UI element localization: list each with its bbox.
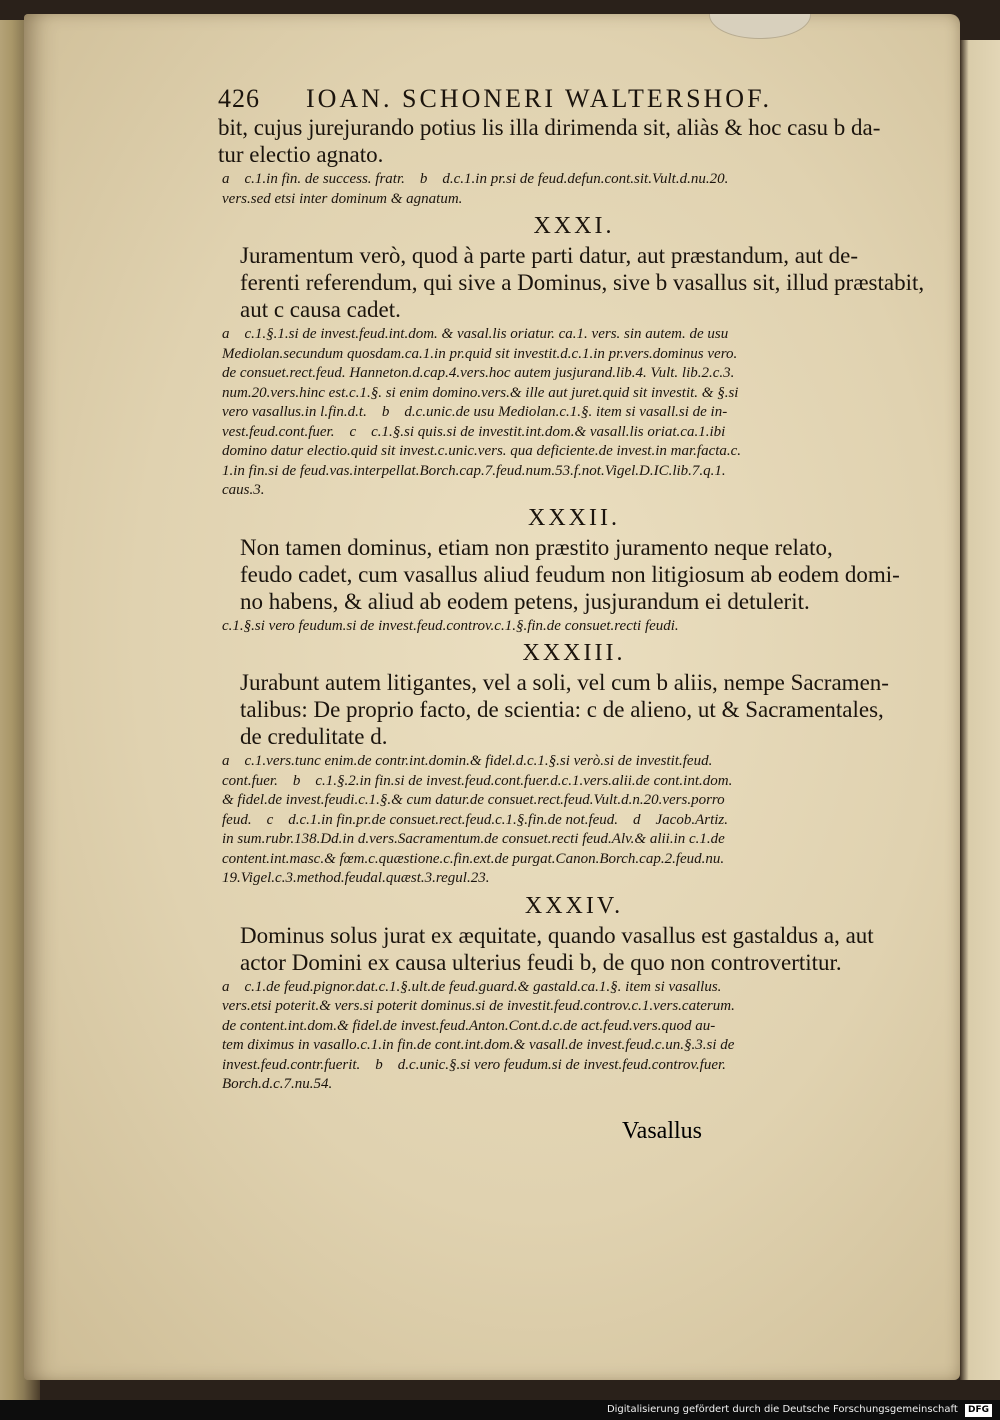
footnote-block — [218, 978, 930, 1095]
footnote-line: a c.1.in fin. de success. fratr. b d.c.1.in pr.si de feud.defun.cont.sit.Vult.d.nu.20. — [222, 171, 729, 187]
footnote-line: content.int.masc.& fœm.c.quæstione.c.fin.ext.de purgat.Canon.Borch.cap.2.feud.nu. — [222, 850, 725, 867]
footnote-line: & fidel.de invest.feudi.c.1.§.& cum datur.de consuet.rect.feud.Vult.d.n.20.vers.porro — [222, 792, 725, 808]
section-heading: XXXII. — [528, 504, 620, 531]
text-line: talibus: De proprio facto, de scientia: c de alieno, ut & Sacramentales, — [240, 697, 884, 722]
footnote-line: Mediolan.secundum quosdam.ca.1.in pr.quid sit investit.d.c.1.in pr.vers.dominus vero. — [222, 345, 738, 362]
footnote-line: a c.1.de feud.pignor.dat.c.1.§.ult.de feud.guard.& gastald.ca.1.§. item si vasallus. — [222, 978, 722, 995]
footnote-line: tem diximus in vasallo.c.1.in fin.de cont.int.dom.& vasall.de invest.feud.c.un.§.3.si de — [222, 1037, 735, 1053]
page-content — [218, 84, 930, 1095]
footnote-line: num.20.vers.hinc est.c.1.§. si enim domino.vers.& ille aut juret.quid sit investit. & §.si — [222, 384, 739, 401]
clip-tab — [709, 14, 811, 39]
footnote-block — [218, 617, 930, 637]
footnote-block — [218, 325, 930, 501]
footnote-line: de consuet.rect.feud. Hanneton.d.cap.4.vers.hoc autem jusjurand.lib.4. Vult. lib.2.c.3. — [222, 365, 735, 381]
footnote-line: vers.sed etsi inter dominum & agnatum. — [222, 190, 463, 207]
text-line: tur electio agnato. — [218, 142, 384, 167]
footnote-line: 1.in fin.si de feud.vas.interpellat.Borch.cap.7.feud.num.53.f.not.Vigel.D.IC.lib.7.q.1. — [222, 462, 726, 479]
footnote-line: in sum.rubr.138.Dd.in d.vers.Sacramentum.de consuet.recti feud.Alv.& alii.in c.1.de — [222, 831, 725, 847]
paragraph — [218, 922, 930, 976]
footnote-line: c.1.§.si vero feudum.si de invest.feud.controv.c.1.§.fin.de consuet.recti feudi. — [222, 617, 679, 634]
footer-bar — [0, 1400, 1000, 1420]
section-heading: XXXIII. — [522, 640, 626, 666]
paragraph — [218, 534, 930, 615]
text-line: aut c causa cadet. — [240, 297, 401, 322]
footnote-line: feud. c d.c.1.in fin.pr.de consuet.rect.feud.c.1.§.fin.de not.feud. d Jacob.Artiz. — [222, 811, 729, 828]
text-line: ferenti referendum, qui sive a Dominus, sive b vasallus sit, illud præstabit, — [240, 270, 925, 295]
text-line: Non tamen dominus, etiam non præstito juramento neque relato, — [240, 534, 833, 560]
footnote-line: 19.Vigel.c.3.method.feudal.quæst.3.regul.23. — [222, 870, 490, 886]
text-line: Juramentum verò, quod à parte parti datur, aut præstandum, aut de- — [240, 243, 858, 268]
footnote-block — [218, 170, 930, 209]
footnote-line: de content.int.dom.& fidel.de invest.feud.Anton.Cont.d.c.de act.feud.vers.quod au- — [222, 1017, 716, 1034]
running-header — [218, 84, 930, 114]
body-text — [218, 114, 930, 1095]
footnote-line: vest.feud.cont.fuer. c c.1.§.si quis.si de investit.int.dom.& vasall.lis oriat.ca.1.ibi — [222, 423, 726, 440]
footnote-line: invest.feud.contr.fuerit. b d.c.unic.§.si vero feudum.si de invest.feud.controv.fuer. — [222, 1056, 726, 1073]
footnote-line: a c.1.vers.tunc enim.de contr.int.domin.& fidel.d.c.1.§.si verò.si de investit.feud. — [222, 753, 713, 769]
section-heading: XXXI. — [533, 213, 615, 239]
footnote-line: vers.etsi poterit.& vers.si poterit dominus.si de investit.feud.controv.c.1.vers.caterum. — [222, 998, 735, 1014]
paragraph — [218, 114, 930, 168]
footnote-line: vero vasallus.in l.fin.d.t. b d.c.unic.de usu Mediolan.c.1.§. item si vasall.si de in- — [222, 404, 728, 420]
dfg-logo: DFG — [965, 1404, 992, 1417]
text-line: Dominus solus jurat ex æquitate, quando vasallus est gastaldus a, aut — [240, 922, 874, 948]
footnote-line: domino datur electio.quid sit invest.c.unic.vers. qua deficiente.de invest.in mar.facta.c. — [222, 443, 742, 459]
text-line: feudo cadet, cum vasallus aliud feudum non litigiosum ab eodem domi- — [240, 561, 900, 587]
text-line: Jurabunt autem litigantes, vel a soli, vel cum b aliis, nempe Sacramen- — [240, 670, 889, 695]
section-heading: XXXIV. — [524, 892, 624, 919]
catchword: Vasallus — [622, 1118, 702, 1144]
page-number: 426 — [218, 84, 260, 113]
text-line: bit, cujus jurejurando potius lis illa dirimenda sit, aliàs & hoc casu b da- — [218, 115, 881, 140]
text-line: de credulitate d. — [240, 724, 388, 749]
footnote-line: Borch.d.c.7.nu.54. — [222, 1076, 333, 1092]
footnote-line: cont.fuer. b c.1.§.2.in fin.si de invest.feud.cont.fuer.d.c.1.vers.alii.de cont.int.dom. — [222, 772, 733, 789]
adjacent-page-edge — [960, 40, 1000, 1380]
text-line: no habens, & aliud ab eodem petens, jusjurandum ei detulerit. — [240, 588, 810, 614]
paragraph — [218, 242, 930, 323]
footer-credit: Digitalisierung gefördert durch die Deutsche Forschungsgemeinschaft — [606, 1404, 958, 1415]
paragraph — [218, 669, 930, 750]
footnote-line: caus.3. — [222, 482, 265, 498]
footnote-block — [218, 752, 930, 889]
running-title: IOAN. SCHONERI WALTERSHOF. — [306, 84, 772, 113]
footnote-line: a c.1.§.1.si de invest.feud.int.dom. & vasal.lis oriatur. ca.1. vers. sin autem. de usu — [222, 326, 729, 342]
text-line: actor Domini ex causa ulterius feudi b, de quo non controvertitur. — [240, 949, 842, 975]
